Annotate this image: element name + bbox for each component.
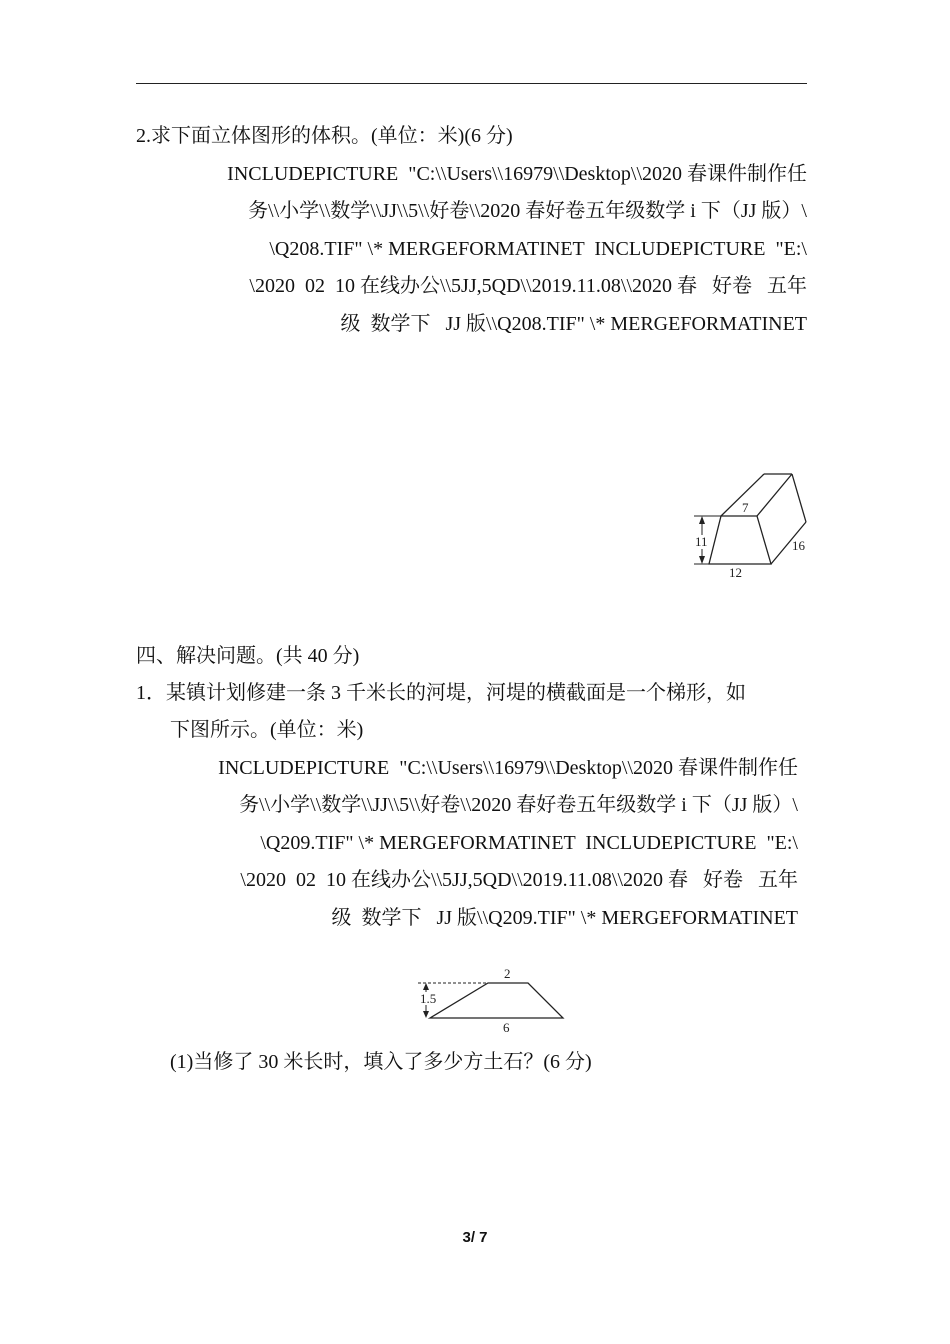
q1-text-line-2: 下图所示。(单位：米) — [170, 719, 364, 741]
prism-front-face — [709, 516, 771, 564]
q2-include-line-2: 务\\小学\\数学\\JJ\\5\\好卷\\2020 春好卷五年级数学 i 下（JJ 版）\ — [248, 200, 807, 222]
label-height: 11 — [695, 534, 708, 549]
section-4-heading: 四、解决问题。(共 40 分) — [136, 645, 360, 667]
q2-title: 2.求下面立体图形的体积。(单位：米)(6 分) — [136, 125, 513, 147]
header-rule — [136, 83, 807, 84]
arrow-down-icon — [699, 556, 705, 564]
trapezoid-prism-figure — [688, 466, 818, 584]
arrow-up-icon — [423, 983, 429, 990]
label-top: 7 — [742, 500, 749, 515]
arrow-down-icon — [423, 1011, 429, 1018]
embankment-cross-section-figure — [412, 964, 572, 1038]
q2-include-line-3: \Q208.TIF" \* MERGEFORMATINET INCLUDEPICTURE "E:\ — [269, 238, 807, 260]
q1-subquestion-1: (1)当修了 30 米长时，填入了多少方土石？(6 分) — [170, 1051, 592, 1073]
q2-include-line-1: INCLUDEPICTURE "C:\\Users\\16979\\Desktop\\2020 春课件制作任 — [227, 163, 807, 185]
trapezoid-section — [430, 983, 563, 1018]
q2-include-line-5: 级 数学下 JJ 版\\Q208.TIF" \* MERGEFORMATINET — [340, 313, 807, 335]
arrow-up-icon — [699, 516, 705, 524]
label-depth: 16 — [792, 538, 805, 553]
q1-include-line-1: INCLUDEPICTURE "C:\\Users\\16979\\Desktop\\2020 春课件制作任 — [218, 757, 798, 779]
q1-include-line-2: 务\\小学\\数学\\JJ\\5\\好卷\\2020 春好卷五年级数学 i 下（JJ 版）\ — [239, 794, 798, 816]
label-height: 1.5 — [420, 991, 437, 1006]
page-number: 3/ 7 — [462, 1229, 488, 1246]
q1-include-line-3: \Q209.TIF" \* MERGEFORMATINET INCLUDEPICTURE "E:\ — [260, 832, 798, 854]
label-bottom: 6 — [503, 1020, 510, 1035]
q2-include-line-4: \2020 02 10 在线办公\\5JJ,5QD\\2019.11.08\\2020 春 好卷 五年 — [249, 275, 807, 297]
prism-top-right-edge — [757, 474, 792, 516]
label-top: 2 — [504, 966, 511, 981]
q1-text-line-1: 1．某镇计划修建一条 3 千米长的河堤，河堤的横截面是一个梯形，如 — [136, 682, 746, 704]
prism-back-right-edge — [792, 474, 806, 522]
label-bottom: 12 — [729, 565, 742, 580]
q1-include-line-5: 级 数学下 JJ 版\\Q209.TIF" \* MERGEFORMATINET — [331, 907, 798, 929]
q1-include-line-4: \2020 02 10 在线办公\\5JJ,5QD\\2019.11.08\\2020 春 好卷 五年 — [240, 869, 798, 891]
